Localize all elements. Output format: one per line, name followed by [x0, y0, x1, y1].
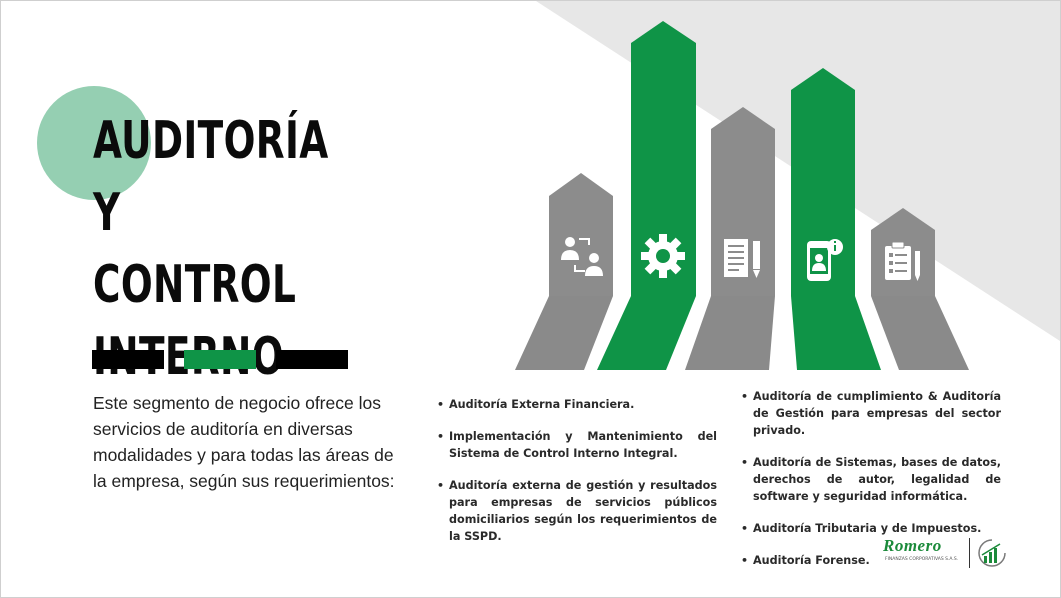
title-line-1: AUDITORÍA Y	[93, 111, 329, 243]
list-item: • Auditoría externa de gestión y resultados para empresas de servicios públicos domiciliarios según los requerimientos de la SSPD.	[437, 477, 717, 545]
growth-chart-logo-icon	[976, 538, 1008, 568]
list-item: • Auditoría Forense.	[741, 552, 1001, 569]
logo-divider	[969, 538, 970, 568]
services-list-left	[437, 396, 717, 560]
list-item: • Implementación y Mantenimiento del Sistema de Control Interno Integral.	[437, 428, 717, 462]
intro-paragraph: Este segmento de negocio ofrece los servicios de auditoría en diversas modalidades y para todas las áreas de la empresa, según sus requerimientos:	[93, 393, 395, 491]
floor-segment-2	[597, 296, 696, 370]
list-item: • Auditoría de cumplimiento & Auditoría de Gestión para empresas del sector privado.	[741, 388, 1001, 439]
company-logo	[883, 536, 1013, 572]
gear-icon	[641, 234, 685, 278]
floor-segment-3	[685, 296, 775, 370]
arrow-column-1	[549, 173, 613, 296]
floor-segment-4	[791, 296, 881, 370]
list-item: • Auditoría Externa Financiera.	[437, 396, 717, 413]
floor-segment-5	[871, 296, 969, 370]
logo-tagline: FINANZAS CORPORATIVAS S.A.S.	[885, 557, 959, 562]
logo-wordmark: Romero	[883, 536, 942, 555]
list-item: • Auditoría Tributaria y de Impuestos.	[741, 520, 1001, 537]
title-line-2: CONTROL	[93, 255, 297, 315]
floor-segment-1	[515, 296, 613, 370]
document-pen-icon	[724, 239, 760, 278]
list-item: • Auditoría de Sistemas, bases de datos, derechos de autor, legalidad de software y seguridad informática.	[741, 454, 1001, 505]
